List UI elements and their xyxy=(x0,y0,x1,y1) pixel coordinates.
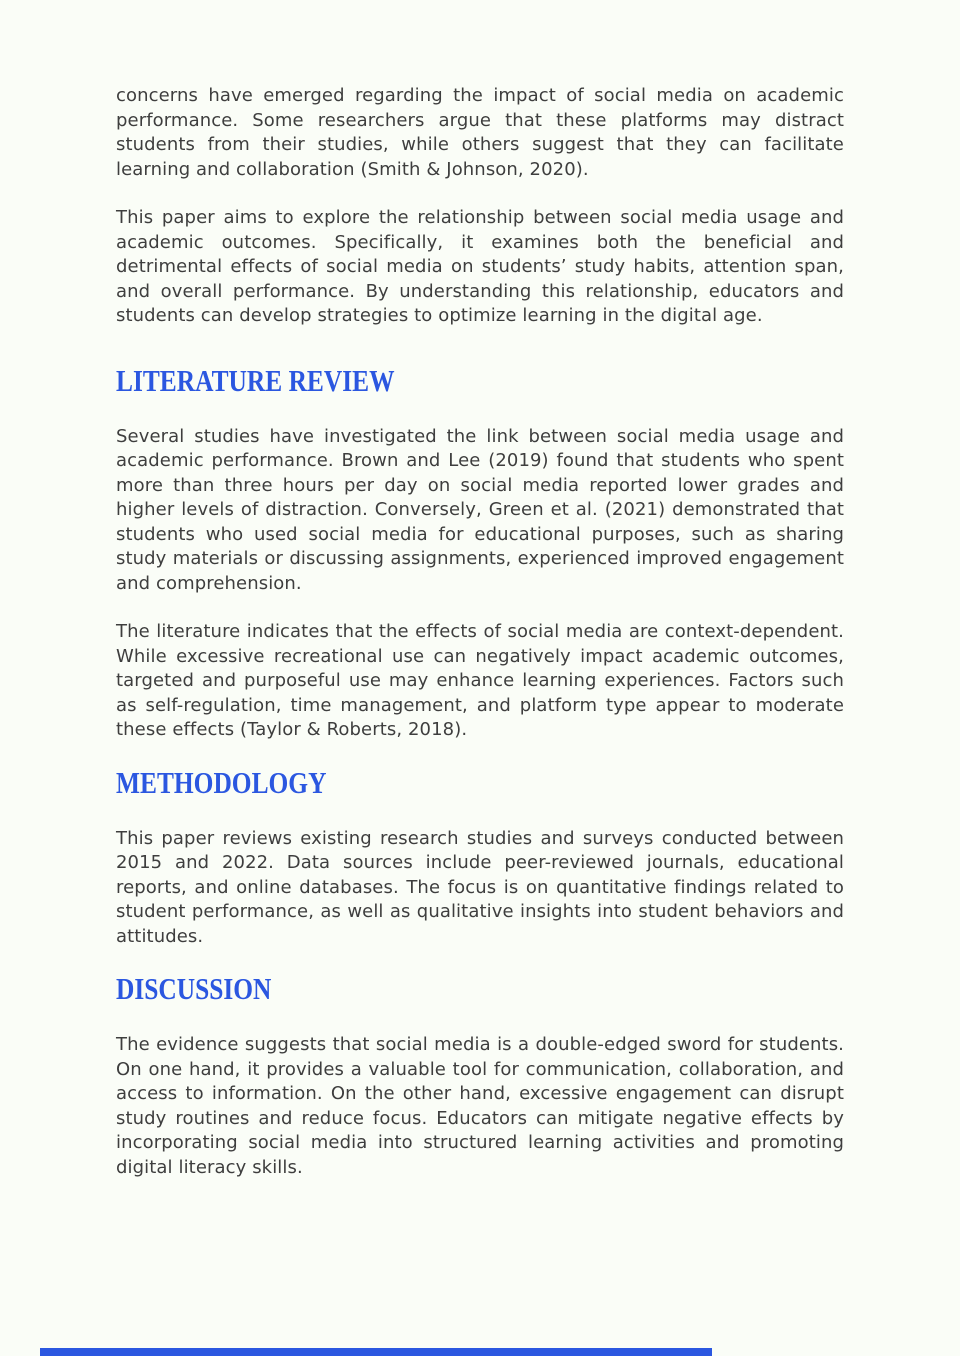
literature-review-paragraph: Several studies have investigated the link between social media usage and academic performance. Brown and Lee (2019) found that students who spent more than three hours per day on social media reported lower grades and higher levels of distraction. Conversely, Green et al. (2021) demonstrated that students who used social media for educational purposes, such as sharing study materials or discussing assignments, experienced improved engagement and comprehension. xyxy=(116,425,844,594)
footer-accent-bar xyxy=(40,1348,712,1356)
discussion-paragraph: The evidence suggests that social media is a double-edged sword for students. On one hand, it provides a valuable tool for communication, collaboration, and access to information. On the other hand, excessive engagement can disrupt study routines and reduce focus. Educators can mitigate negative effects by incorporating social media into structured learning activities and promoting digital literacy skills. xyxy=(116,1034,844,1178)
section-heading-discussion xyxy=(116,973,844,1005)
section-heading-label: DISCUSSION xyxy=(116,971,272,1006)
methodology-paragraph: This paper reviews existing research studies and surveys conducted between 2015 and 2022. Data sources include peer-reviewed journals, educational reports, and online databases. The focus is on quantitative findings related to student performance, as well as qualitative insights into student behaviors and attitudes. xyxy=(116,827,844,947)
intro-paragraph-aims: This paper aims to explore the relationship between social media usage and academic outcomes. Specifically, it examines both the beneficial and detrimental effects of social media on students’ study habits, attention span, and overall performance. By understanding this relationship, educators and students can develop strategies to optimize learning in the digital age. xyxy=(116,207,844,326)
intro-paragraph-continued: concerns have emerged regarding the impact of social media on academic performance. Some researchers argue that these platforms may distract students from their studies, while others suggest that they can facilitate learning and collaboration (Smith & Johnson, 2020). xyxy=(116,85,844,180)
section-heading-label: LITERATURE REVIEW xyxy=(116,362,395,398)
literature-review-paragraph: The literature indicates that the effects of social media are context-dependent. While excessive recreational use can negatively impact academic outcomes, targeted and purposeful use may enhance learning experiences. Factors such as self-regulation, time management, and platform type appear to moderate these effects (Taylor & Roberts, 2018). xyxy=(116,621,844,740)
section-heading-label: METHODOLOGY xyxy=(116,764,327,800)
section-heading-methodology xyxy=(116,764,844,800)
section-heading-literature-review xyxy=(116,362,844,398)
